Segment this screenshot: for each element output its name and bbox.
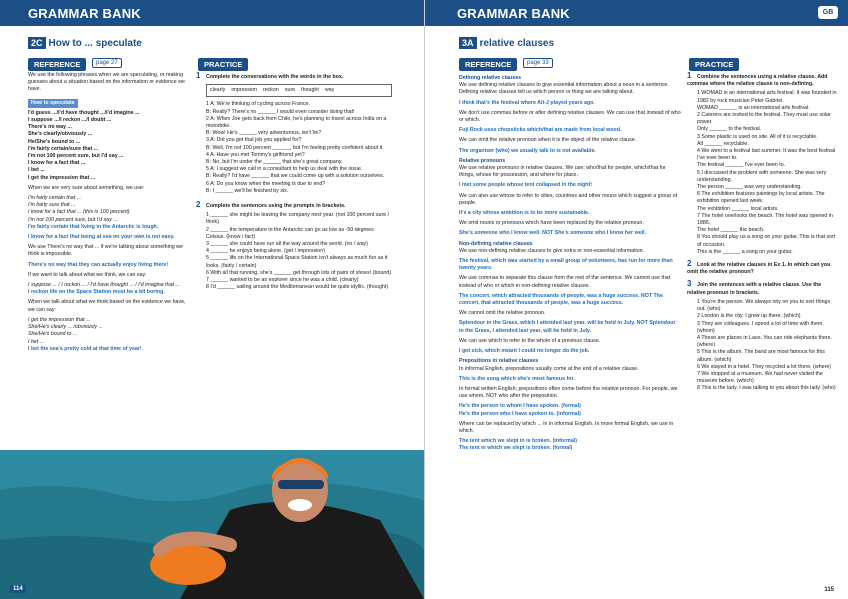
unit-badge: GB [818,6,838,19]
phrase-item: There's no way ... [28,124,72,131]
evidence-line: She/He's bound to ... [28,331,78,338]
exercise-number: 3 [687,279,692,289]
evidence-intro: When we talk about what we think based on the evidence we have, we can say: [28,299,186,313]
cannot-example: Splendour in the Grass, which I attended last year, will be held in July. NOT Splendour in the Grass, I attended last year, will be held in July. [459,320,676,334]
replaced-intro: We omit nouns or pronouns which have been replaced by the relative pronoun. [459,220,644,227]
notsure-example: I reckon life on the Space Station must be a bit boring. [28,289,165,296]
exercise-title: Complete the conversations with the words in the box. [206,74,344,80]
sure-intro: When we are very sure about something, we use: [28,184,145,191]
phrase-item: I bet ... [28,167,45,174]
exercise-item: 7 We stopped at a museum. We had never visited the museum before. (which) [697,370,823,385]
exercise-item: 3 Some plastic is used on site. All of it is recyclable. [697,133,818,140]
exercise-item: B: No, but I'm under the ______ that she's great company. [206,159,343,166]
phrase-item: I get the impression that ... [28,174,96,181]
page-number: 114 [10,585,26,593]
exercise-item: 7 ______ wanted to be an explorer since he was a child. (clearly) [206,277,359,284]
formal-example-1: He's the person to whom I have spoken. (formal) [459,403,581,410]
exercise-title: Look at the relative clauses in Ex 1. In which can you omit the relative pronoun? [687,262,831,276]
commas-example: Fuji Rock uses chopsticks which/that are made from local wood. [459,127,622,134]
defining-intro: We use defining relative clauses to give essential information about a noun in a sentence. Defining relative clauses tell us which person or thing we are talking about. [459,82,669,96]
ref-intro: We use the following phrases when we are speculating, or making guesses about a situation based on the information or evidence we have. [28,72,185,93]
whose-example: It's a city whose ambition is to be more sustainable. [459,210,590,217]
exercise-item: 2 ______ the temperature in the Antarctic can go as low as -50 degrees Celsius. (know / fact) [206,226,374,240]
prep-intro: In informal English, prepositions usually come at the end of a relative clause. [459,365,639,372]
exercise-item: The hotel ______ the beach. [697,227,765,234]
exercise-number: 2 [687,259,692,269]
commas-intro: We don't use commas before or after defining relative clauses. We can use that instead of who or which. [459,109,681,124]
exercise-item: Only ______ to the festival. [697,126,762,133]
phrase-item: He/She's bound to ... [28,138,81,145]
exercise-item: This is the ______ a song on your guitar. [697,248,793,255]
word-box-item: thought [301,87,319,94]
section-code: 3A [459,37,477,49]
evidence-line: She/He's clearly ... /obviously ... [28,324,103,331]
reference-column [28,72,188,356]
sure-lines [28,195,188,224]
subhead: Defining relative clauses [459,75,522,81]
exercise-item: 1 WOMAD is an international arts festival. It was founded in 1982 by rock musician Peter Gabriel. [697,90,837,104]
cannot-omit: We cannot omit the relative pronoun. [459,310,546,317]
word-box [206,84,392,97]
reference-column [459,72,681,456]
exercise-item: 6 We stayed in a hotel. They recycled a lot there. (where) [697,363,832,370]
exercise-item: All ______ recyclable. [697,140,749,147]
exercise-item: 3 ______ she could have run all the way around the world. (no / way) [206,241,368,248]
exercise-item: 8 I'd ______ sailing around the Mediterranean would be quite idyllic. (thought) [206,284,389,291]
whole-intro: We can use which to refer to the whole of a previous clause. [459,337,601,344]
phrase-item: I'm not 100 percent sure, but I'd say ... [28,153,124,160]
sure-line: I'm fairly sure that ... [28,202,76,209]
exercise-item: 1 You're the person. We always rely on you to sort things out. (who) [697,298,831,313]
section-title [28,38,142,49]
exercise-item: The festival ______ I've ever been to. [697,162,786,169]
sure-line: I'm not 100 percent sure, but I'd say ... [28,216,118,223]
exercise-item: 5 I discussed the problem with someone. She was very understanding. [697,169,827,183]
formal-intro: In formal written English, prepositions often come before the relative pronoun. For people, we use whom, NOT who after the preposition. [459,385,678,400]
sure-example: I'm fairly certain that living in the Antarctic is tough. [28,223,159,230]
omit-example: The organiser (who) we usually talk to is not available. [459,147,596,154]
exercise-item: 5 A: I suggest we call in a consultant to help us deal with the issue. [206,166,363,173]
practice-tag: PRACTICE [689,58,739,71]
exercise-item: B: Well, I'm not 100 percent ______, but I'm feeling pretty confident about it. [206,144,384,151]
phrase-item: I'd guess .../I'd have thought .../I'd imagine ... [28,109,140,116]
evidence-line: I get the impression that ... [28,316,91,323]
where-example-1: The tent which we slept in is broken. (informal) [459,438,578,445]
practice-column [687,72,839,393]
exercise-item: 5 This is the album. The band are most famous for this album. (which) [697,349,825,363]
exercise-item: 6 A: Do you know when the meeting is due to end? [206,180,326,187]
exercise-item: The person ______ was very understanding. [697,184,802,191]
exercise-item: B: Really? There's no ______ I would even consider doing that! [206,108,355,115]
exercise-3-items [687,299,839,393]
exercise-title: Combine the sentences using a relative clause. Add commas where the relative clause is non-defining. [687,74,828,88]
exercise-item: 3 A: Did you get that job you applied for? [206,137,302,144]
exercise-2-items [196,212,392,291]
pronouns-example: I met some people whose tent collapsed in the night! [459,182,593,189]
nondef-example: The festival, which was started by a small group of volunteers, has run for more than twenty years. [459,258,673,272]
swimmer-illustration [0,450,424,599]
nondef-intro: We use non-defining relative clauses to give extra or non-essential information. [459,247,645,254]
exercise-item: 4 We went to a festival last summer. It was the best festival I've ever been to. [697,148,836,162]
reference-tag: REFERENCE [28,58,86,71]
exercise-item: B: Wow! He's ______ very adventurous, isn't he? [206,130,322,137]
noway-example: There's no way that they can actually enjoy living there! [28,261,169,268]
sure-line: I know for a fact that ... (this is 100 percent) [28,209,130,216]
reference-page-link[interactable]: page 27 [92,58,122,68]
exercise-item: 3 They are colleagues. I spend a lot of time with them. (whom) [697,320,824,334]
reference-page-link[interactable]: page 33 [523,58,553,68]
swimmer-photo [0,450,424,599]
practice-tag: PRACTICE [198,58,248,71]
subhead: Relative pronouns [459,157,506,164]
reference-tag: REFERENCE [459,58,517,71]
phrase-item: I know for a fact that ... [28,160,86,167]
exercise-item: B: Really? I'd have ______ that we could come up with a solution ourselves. [206,173,385,180]
subhead: Non-defining relative clauses [459,240,533,247]
subhead: Prepositions in relative clauses [459,358,539,365]
exercise-item: 6 The exhibition features paintings by local artists. The exhibition opened last week. [697,191,825,205]
phrase-item: I suppose .../I reckon .../I doubt ... [28,117,112,124]
right-page [424,0,848,599]
page-banner: GRAMMAR BANK [0,0,424,26]
word-box-item: way [324,87,335,94]
whole-example: I got sick, which meant I could no longer do the job. [459,348,590,355]
exercise-1-items [196,101,392,195]
evidence-lines [28,317,188,346]
section-title-text: relative clauses [479,38,555,49]
word-box-item: clearly [210,87,226,94]
notsure-line: I suppose ... / I reckon ... / I'd have thought ... / I'd imagine that ... [28,282,180,289]
omit-intro: We can omit the relative pronoun when it is the object of the relative clause. [459,137,637,144]
exercise-item: 7 The hotel overlooks the beach. The hotel was opened in 1886. [697,212,833,227]
exercise-item: WOMAD ______ is an international arts festival. [697,104,810,111]
section-title-text: How to ... speculate [48,38,142,49]
defining-example: I think that's the festival where Alt-J played years ago. [459,99,595,106]
whose-intro: We can also use whose to refer to cities, countries and other nouns which suggest a group of people. [459,192,678,206]
exercise-item: 4 These are places in Laos. You can ride elephants there. (where) [697,334,833,349]
pronouns-intro: We use relative pronouns in relative clauses. We use: who/that for people, which/that for things, whose for possession, and where for place. [459,165,666,179]
exercise-item: 4 ______ he enjoys being alone. (get / impression) [206,248,325,255]
exercise-item: 1 A: We're thinking of cycling across France. [206,101,310,108]
exercise-item: 2 Caterers are invited to the festival. They must use solar power. [697,112,831,126]
exercise-item: 2 London is the city. I grew up there. (which) [697,313,801,320]
evidence-example: I bet the sea's pretty cold at that time of year! [28,345,142,352]
exercise-number: 2 [196,200,201,210]
exercise-number: 1 [196,71,201,80]
word-box-item: reckon [262,87,279,94]
formal-example-2: He's the person who I have spoken to. (informal) [459,410,581,417]
exercise-title: Join the sentences with a relative clause. Use the relative pronoun in brackets. [687,282,822,296]
box-head: How to speculate [28,99,78,108]
phrase-list [28,110,188,182]
practice-column [196,72,392,291]
replaced-example: She's someone who I know well. NOT She's someone who I know her well. [459,230,647,237]
exercise-item: 8 This is the lady. I was talking to you about this lady. (who) [697,385,836,392]
word-box-item: sure [284,87,296,94]
exercise-item: 6 With all that running, she's ______ get through lots of pairs of shoes! (bound) [206,269,392,276]
word-box-item: impression [231,87,257,94]
exercise-item: 4 A: Have you met Tommy's girlfriend yet? [206,151,305,158]
exercise-item: 8 You should play us a song on your guitar. This is that sort of occasion. [697,234,836,248]
exercise-title: Complete the sentences using the prompts in brackets. [206,203,346,210]
nondef-commas: We use commas to separate this clause from the rest of the sentence. We cannot use that instead of who or which in non-defining relative clauses. [459,275,671,289]
section-code: 2C [28,37,46,49]
exercise-number: 1 [687,71,692,80]
evidence-line: I bet ... [28,338,45,345]
exercise-item: 5 ______ life on the International Space Station isn't always as much fun as it looks. (fairly / certain) [206,255,388,269]
where-intro: Where can be replaced by which ... in in informal English. In more formal English, we use in which. [459,420,674,434]
sure-line: I'm fairly certain that ... [28,195,82,202]
sure-example-2: I know for a fact that being at sea on your own is not easy. [28,234,175,241]
page-banner: GRAMMAR BANK [425,0,848,26]
nondef-example-2: The concert, which attracted thousands of people, was a huge success. NOT The concert, that attracted thousands of people, was a huge success. [459,292,663,307]
prep-example: This is the song which she's most famous for. [459,375,575,382]
exercise-item: 2 A: When Joe gets back from Chile, he's planning to travel across India on a motorbike. [206,115,387,130]
section-title [459,38,554,49]
phrase-item: She's clearly/obviously ... [28,131,93,138]
exercise-1-items [687,90,839,256]
phrase-item: I'm fairly certain/sure that ... [28,145,99,152]
notsure-lines [28,282,188,289]
noway-intro: We use There's no way that ... if we're talking about something we think is impossible. [28,244,183,258]
where-example-2: The tent in which we slept is broken. (formal) [459,445,573,452]
exercise-item: The exhibition ______ local artists. [697,205,779,212]
exercise-item: B: I ______ we'll be finished by six. [206,187,289,194]
page-number: 115 [824,587,834,593]
notsure-intro: If we want to talk about what we think, we can say: [28,271,147,278]
exercise-item: 1 ______ she might be leaving the company next year. (not 100 percent sure / think) [206,212,390,226]
